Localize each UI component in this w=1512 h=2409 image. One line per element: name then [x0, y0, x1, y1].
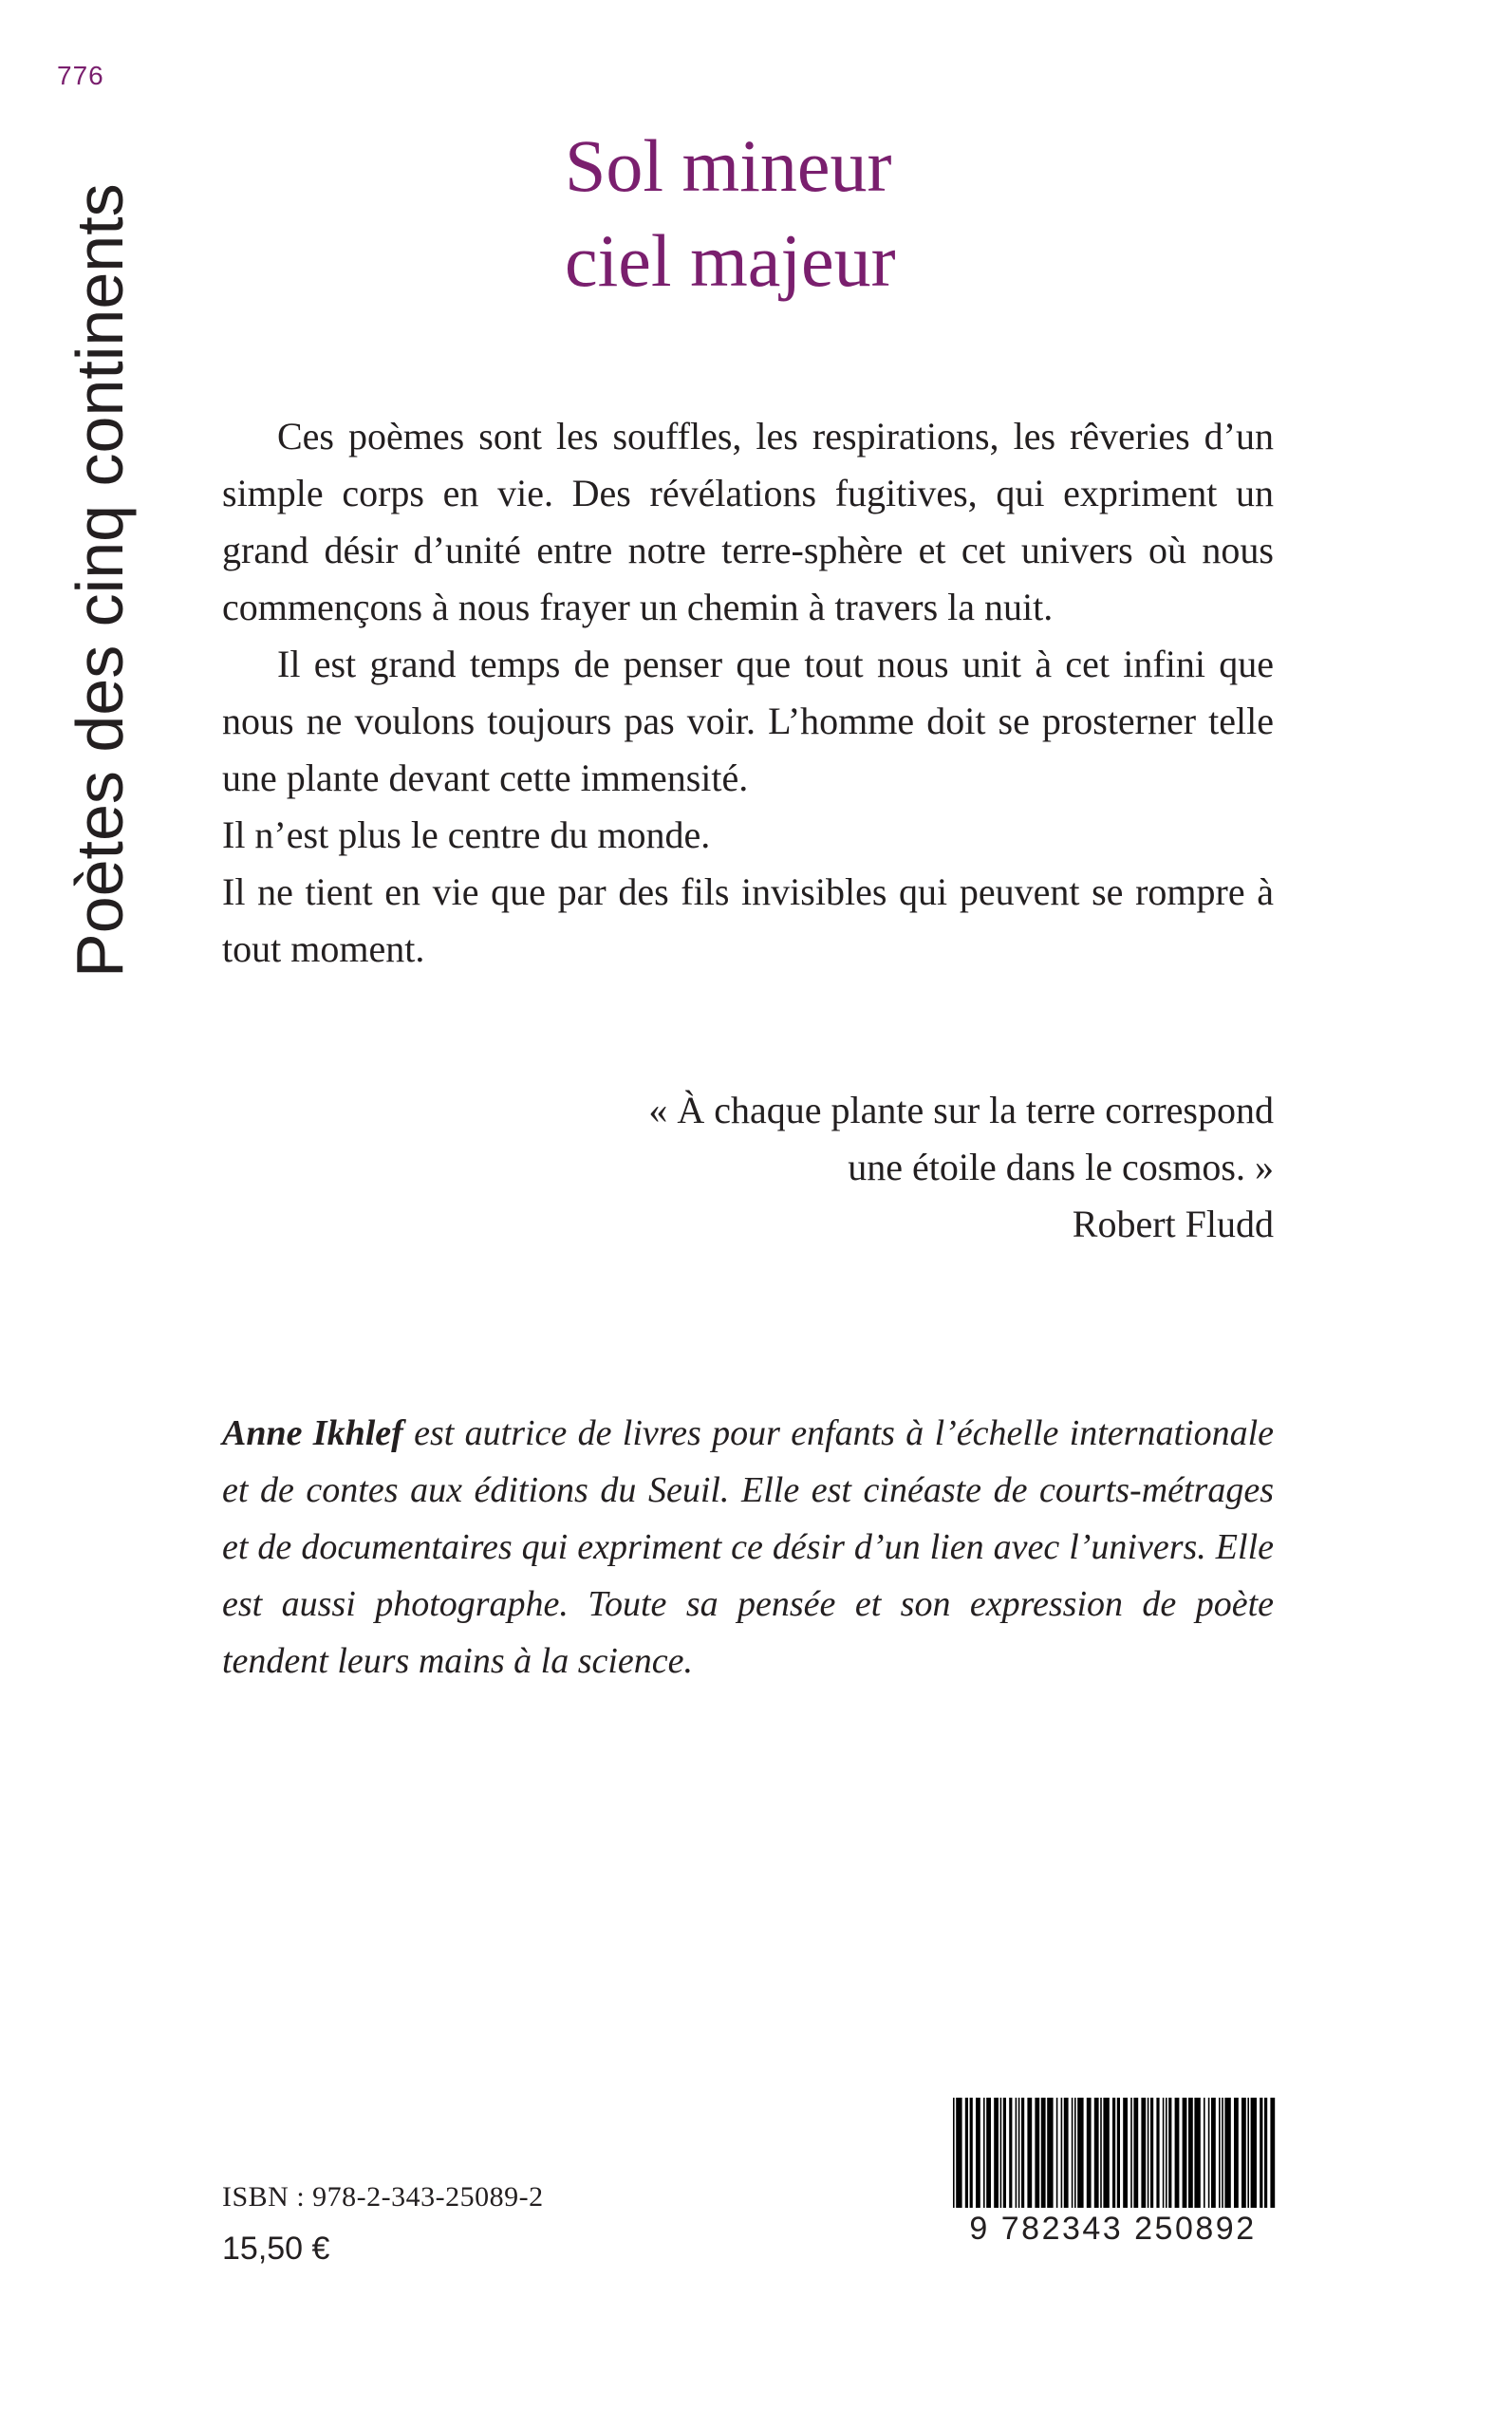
title-line-1: Sol mineur — [565, 124, 892, 207]
barcode-bar — [1077, 2098, 1083, 2212]
barcode-bar — [1016, 2098, 1017, 2212]
barcode-bar — [965, 2098, 968, 2212]
barcode-bar — [1166, 2098, 1167, 2212]
book-title — [456, 119, 1044, 308]
barcode-bar — [970, 2098, 973, 2212]
barcode-bar — [994, 2098, 999, 2212]
barcode-bar — [1234, 2098, 1239, 2212]
paragraph: Il n’est plus le centre du monde. — [222, 813, 711, 856]
barcode-bar — [953, 2098, 955, 2212]
barcode-bar — [1241, 2098, 1246, 2212]
barcode-bar — [1168, 2098, 1171, 2212]
barcode-bars — [949, 2098, 1277, 2212]
barcode-bar — [1018, 2098, 1020, 2212]
barcode-bar — [1041, 2098, 1046, 2212]
barcode-bar — [1188, 2098, 1193, 2212]
barcode-bar — [1260, 2098, 1262, 2212]
barcode-bar — [1000, 2098, 1002, 2212]
barcode-bar — [1222, 2098, 1223, 2212]
barcode-bar — [1141, 2098, 1146, 2212]
barcode-bar — [983, 2098, 985, 2212]
barcode-bar — [1094, 2098, 1099, 2212]
barcode-bar — [1072, 2098, 1073, 2212]
barcode-bar — [1251, 2098, 1257, 2212]
barcode-bar — [1003, 2098, 1006, 2212]
barcode-bar — [1208, 2098, 1210, 2212]
author-bio — [222, 1405, 1274, 1690]
barcode-bar — [1270, 2098, 1275, 2212]
barcode-bar — [1061, 2098, 1063, 2212]
barcode-bar — [1100, 2098, 1102, 2212]
barcode-bar — [1247, 2098, 1249, 2212]
quote-line-2: une étoile dans le cosmos. » — [848, 1146, 1274, 1188]
barcode-bar — [1183, 2098, 1187, 2212]
barcode-bar — [1194, 2098, 1200, 2212]
back-cover-text — [222, 408, 1274, 978]
barcode-bar — [1150, 2098, 1153, 2212]
barcode-bar — [1064, 2098, 1069, 2212]
barcode-bar — [1148, 2098, 1149, 2212]
barcode-bar — [956, 2098, 961, 2212]
barcode-bar — [1087, 2098, 1092, 2212]
barcode-bar — [1047, 2098, 1053, 2212]
barcode-digits: 9 782343 250892 — [949, 2208, 1277, 2250]
quote-author: Robert Fludd — [1072, 1203, 1274, 1245]
barcode-bar — [1156, 2098, 1159, 2212]
author-name: Anne Ikhlef — [222, 1413, 403, 1453]
barcode-bar — [1219, 2098, 1221, 2212]
barcode-bar — [1130, 2098, 1132, 2212]
isbn: ISBN : 978-2-343-25089-2 — [222, 2181, 544, 2213]
barcode-bar — [1175, 2098, 1180, 2212]
paragraph: Il est grand temps de penser que tout nous unit à cet infini que nous ne voulons toujours pas voir. L’homme doit se prosterner telle une plante devant cette immensité. — [222, 643, 1274, 799]
barcode-bar — [1112, 2098, 1115, 2212]
bio-text: est autrice de livres pour enfants à l’échelle internationale et de contes aux éditions du Seuil. Elle est cinéaste de courts-métrages et de documentaires qui expriment ce désir d’un lien avec l’univers. Elle est aussi photographe. Toute sa pensée et son expression de poète tendent leurs mains à la science. — [222, 1413, 1274, 1681]
barcode-bar — [1133, 2098, 1138, 2212]
barcode — [949, 2098, 1277, 2288]
title-line-2: ciel majeur — [565, 219, 896, 302]
barcode-bar — [1103, 2098, 1109, 2212]
barcode-bar — [1163, 2098, 1165, 2212]
barcode-bar — [1056, 2098, 1058, 2212]
barcode-bar — [976, 2098, 980, 2212]
paragraph: Il ne tient en vie que par des fils invisibles qui peuvent se rompre à tout moment. — [222, 870, 1274, 970]
epigraph-quote — [222, 1082, 1274, 1253]
price: 15,50 € — [222, 2231, 330, 2267]
barcode-bar — [1204, 2098, 1205, 2212]
paragraph: Ces poèmes sont les souffles, les respirations, les rêveries d’un simple corps en vie. Des révélations fugitives, qui expriment un grand désir d’unité entre notre terre-sphère et cet univers où nous commençons à nous frayer un chemin à travers la nuit. — [222, 415, 1274, 628]
quote-line-1: « À chaque plante sur la terre correspond — [648, 1089, 1274, 1131]
barcode-bar — [986, 2098, 991, 2212]
series-number: 776 — [57, 61, 104, 90]
barcode-bar — [1021, 2098, 1024, 2212]
barcode-bar — [1264, 2098, 1267, 2212]
barcode-bar — [1123, 2098, 1128, 2212]
barcode-bar — [1035, 2098, 1039, 2212]
barcode-bar — [1211, 2098, 1216, 2212]
barcode-bar — [1224, 2098, 1230, 2212]
barcode-bar — [1074, 2098, 1076, 2212]
barcode-bar — [1117, 2098, 1120, 2212]
barcode-bar — [1027, 2098, 1032, 2212]
series-name: Poètes des cinq continents — [63, 183, 137, 978]
barcode-bar — [1009, 2098, 1012, 2212]
